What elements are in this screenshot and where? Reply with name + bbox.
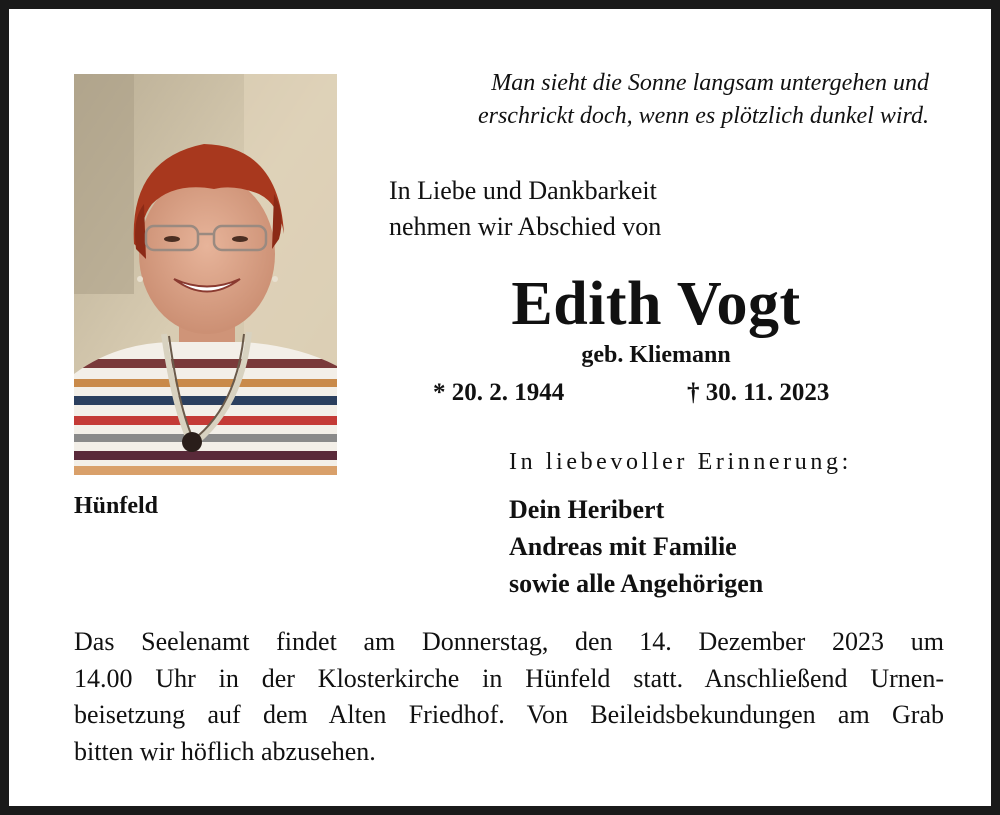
notice-line-4: bitten wir höflich abzusehen. [74, 736, 376, 766]
notice-line-3: beisetzung auf dem Alten Friedhof. Von Beileidsbekundungen am Grab [74, 700, 944, 729]
mourners-list [509, 491, 763, 602]
quote-line-2: erschrickt doch, wenn es plötzlich dunkel wird. [477, 103, 929, 129]
deceased-name: Edith Vogt [511, 270, 801, 338]
notice-line-1: Das Seelenamt findet am Donnerstag, den 14. Dezember 2023 um [74, 627, 944, 656]
birth-date: * 20. 2. 1944 [433, 379, 565, 406]
maiden-name: geb. Kliemann [581, 342, 731, 368]
death-date: † 30. 11. 2023 [687, 379, 830, 406]
quote [389, 67, 929, 133]
mourner: Andreas mit Familie [509, 532, 737, 561]
intro-line-1: In Liebe und Dankbarkeit [389, 176, 657, 205]
intro-line-2: nehmen wir Abschied von [389, 212, 662, 241]
place-name: Hünfeld [74, 493, 159, 519]
intro-text [389, 173, 661, 245]
service-notice [74, 624, 944, 770]
mourner: sowie alle Angehörigen [509, 569, 764, 598]
quote-line-1: Man sieht die Sonne langsam untergehen und [491, 70, 929, 96]
notice-line-2: 14.00 Uhr in der Klosterkirche in Hünfeld statt. Anschließend Urnen- [74, 663, 944, 693]
portrait-photo [74, 74, 337, 475]
memory-heading: In liebevoller Erinnerung: [509, 449, 852, 475]
mourner: Dein Heribert [509, 495, 665, 524]
